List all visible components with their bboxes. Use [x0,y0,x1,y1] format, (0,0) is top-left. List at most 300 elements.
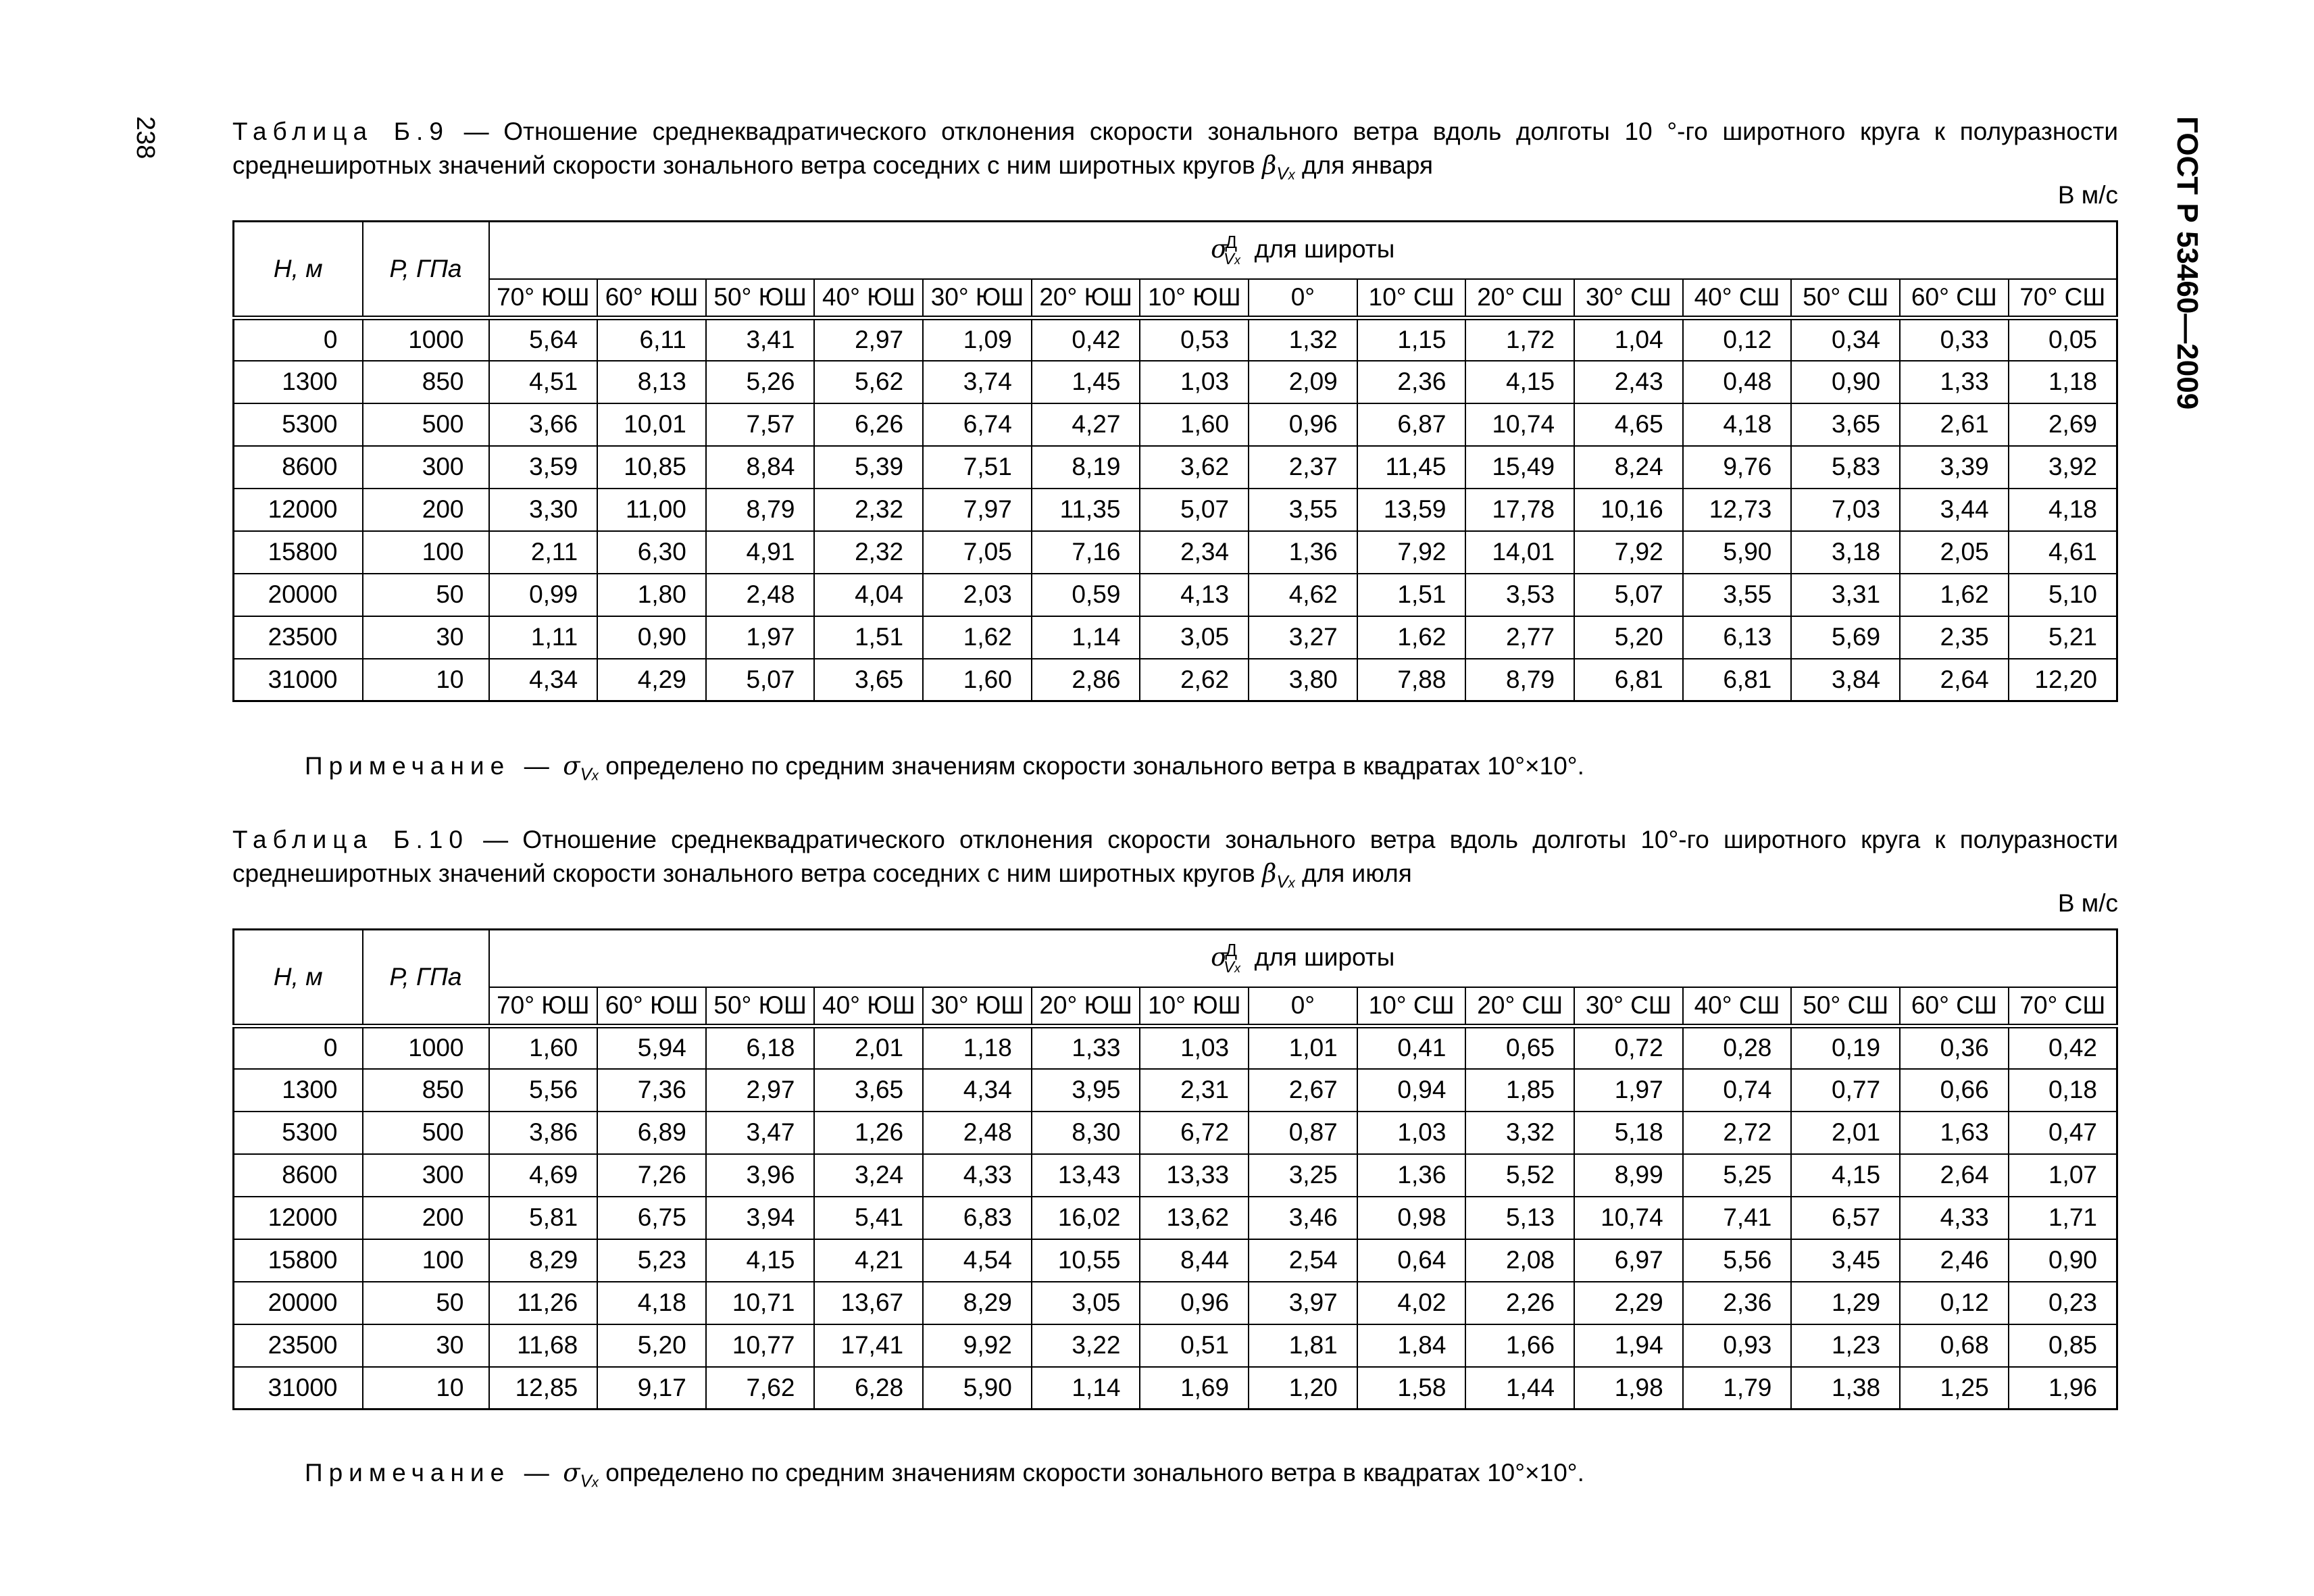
value-cell: 6,72 [1140,1112,1249,1154]
value-cell: 3,22 [1032,1324,1140,1367]
group-label: для широты [1254,234,1395,263]
latitude-header: 60° ЮШ [597,279,706,318]
value-cell: 5,18 [1574,1112,1683,1154]
table-label: Таблица Б.10 [232,826,469,853]
value-cell: 5,26 [706,361,815,403]
value-cell: 1,07 [2009,1154,2117,1197]
height-cell: 12000 [234,1197,363,1239]
note-label: Примечание [305,1459,511,1487]
value-cell: 2,26 [1465,1282,1574,1324]
value-cell: 12,85 [489,1367,598,1410]
value-cell: 5,13 [1465,1197,1574,1239]
value-cell: 5,07 [1574,574,1683,616]
value-cell: 9,76 [1683,446,1792,489]
data-table [232,928,2118,1410]
value-cell: 10,01 [597,403,706,446]
table-caption [232,823,2118,900]
value-cell: 13,43 [1032,1154,1140,1197]
value-cell: 1,62 [1357,616,1466,659]
pressure-cell: 850 [363,1069,489,1112]
value-cell: 1,38 [1791,1367,1900,1410]
value-cell: 1,45 [1032,361,1140,403]
page-number: 238 [131,116,159,159]
value-cell: 3,30 [489,489,598,531]
note-subsub: x [591,768,599,784]
value-cell: 5,94 [597,1026,706,1069]
value-cell: 3,65 [814,659,923,701]
value-cell: 2,34 [1140,531,1249,574]
latitude-header: 40° СШ [1683,279,1792,318]
value-cell: 9,92 [923,1324,1032,1367]
note-label: Примечание [305,752,511,780]
value-cell: 0,28 [1683,1026,1792,1069]
value-cell: 4,69 [489,1154,598,1197]
value-cell: 3,32 [1465,1112,1574,1154]
value-cell: 4,62 [1249,574,1357,616]
value-cell: 6,75 [597,1197,706,1239]
value-cell: 3,47 [706,1112,815,1154]
value-cell: 5,69 [1791,616,1900,659]
value-cell: 2,97 [814,318,923,361]
value-cell: 1,51 [814,616,923,659]
latitude-header: 70° СШ [2009,279,2117,318]
value-cell: 1,60 [923,659,1032,701]
value-cell: 1,03 [1140,1026,1249,1069]
value-cell: 2,31 [1140,1069,1249,1112]
value-cell: 2,32 [814,489,923,531]
value-cell: 3,80 [1249,659,1357,701]
value-cell: 9,17 [597,1367,706,1410]
table-row [234,1112,2117,1154]
value-cell: 3,96 [706,1154,815,1197]
latitude-header: 40° СШ [1683,987,1792,1026]
value-cell: 0,41 [1357,1026,1466,1069]
value-cell: 1,36 [1357,1154,1466,1197]
value-cell: 8,84 [706,446,815,489]
value-cell: 2,43 [1574,361,1683,403]
value-cell: 3,74 [923,361,1032,403]
value-cell: 2,64 [1900,659,2009,701]
value-cell: 2,03 [923,574,1032,616]
value-cell: 3,62 [1140,446,1249,489]
units-label: В м/с [2057,181,2118,209]
table-row [234,1324,2117,1367]
value-cell: 10,71 [706,1282,815,1324]
value-cell: 5,21 [2009,616,2117,659]
value-cell: 7,62 [706,1367,815,1410]
value-cell: 3,45 [1791,1239,1900,1282]
sigma-subsub: x [1234,961,1241,975]
value-cell: 0,64 [1357,1239,1466,1282]
value-cell: 10,77 [706,1324,815,1367]
value-cell: 6,11 [597,318,706,361]
value-cell: 2,48 [923,1112,1032,1154]
value-cell: 13,67 [814,1282,923,1324]
latitude-header: 20° СШ [1465,279,1574,318]
value-cell: 2,97 [706,1069,815,1112]
table-row [234,318,2117,361]
value-cell: 4,15 [1791,1154,1900,1197]
value-cell: 3,25 [1249,1154,1357,1197]
value-cell: 0,72 [1574,1026,1683,1069]
value-cell: 1,03 [1357,1112,1466,1154]
value-cell: 1,29 [1791,1282,1900,1324]
value-cell: 3,39 [1900,446,2009,489]
value-cell: 0,05 [2009,318,2117,361]
table-row [234,659,2117,701]
value-cell: 1,25 [1900,1367,2009,1410]
beta-subsub: x [1288,168,1295,183]
value-cell: 7,05 [923,531,1032,574]
value-cell: 1,71 [2009,1197,2117,1239]
value-cell: 6,81 [1683,659,1792,701]
height-cell: 5300 [234,1112,363,1154]
value-cell: 4,54 [923,1239,1032,1282]
value-cell: 8,79 [1465,659,1574,701]
value-cell: 8,19 [1032,446,1140,489]
value-cell: 1,63 [1900,1112,2009,1154]
value-cell: 0,85 [2009,1324,2117,1367]
pressure-cell: 300 [363,1154,489,1197]
pressure-cell: 200 [363,1197,489,1239]
value-cell: 1,51 [1357,574,1466,616]
value-cell: 8,29 [923,1282,1032,1324]
value-cell: 2,48 [706,574,815,616]
value-cell: 0,51 [1140,1324,1249,1367]
value-cell: 3,95 [1032,1069,1140,1112]
value-cell: 0,33 [1900,318,2009,361]
value-cell: 0,34 [1791,318,1900,361]
value-cell: 3,31 [1791,574,1900,616]
value-cell: 8,24 [1574,446,1683,489]
value-cell: 5,52 [1465,1154,1574,1197]
value-cell: 1,44 [1465,1367,1574,1410]
value-cell: 1,09 [923,318,1032,361]
value-cell: 1,62 [1900,574,2009,616]
latitude-header: 10° ЮШ [1140,279,1249,318]
value-cell: 6,28 [814,1367,923,1410]
value-cell: 2,08 [1465,1239,1574,1282]
value-cell: 11,00 [597,489,706,531]
value-cell: 6,30 [597,531,706,574]
value-cell: 4,33 [1900,1197,2009,1239]
value-cell: 4,18 [1683,403,1792,446]
value-cell: 1,81 [1249,1324,1357,1367]
value-cell: 5,56 [1683,1239,1792,1282]
value-cell: 3,44 [1900,489,2009,531]
value-cell: 0,94 [1357,1069,1466,1112]
value-cell: 7,92 [1574,531,1683,574]
value-cell: 1,15 [1357,318,1466,361]
value-cell: 1,23 [1791,1324,1900,1367]
value-cell: 4,13 [1140,574,1249,616]
value-cell: 2,11 [489,531,598,574]
table-row [234,1026,2117,1069]
sigma-sub: V [1224,249,1235,268]
beta-symbol: β [1262,151,1277,180]
height-cell: 8600 [234,1154,363,1197]
value-cell: 5,90 [1683,531,1792,574]
value-cell: 0,42 [2009,1026,2117,1069]
value-cell: 4,18 [597,1282,706,1324]
value-cell: 1,80 [597,574,706,616]
table-row [234,1239,2117,1282]
col-header-height: Н, м [234,222,363,318]
value-cell: 1,26 [814,1112,923,1154]
value-cell: 1,04 [1574,318,1683,361]
value-cell: 4,15 [1465,361,1574,403]
latitude-header: 40° ЮШ [814,987,923,1026]
value-cell: 3,59 [489,446,598,489]
value-cell: 2,05 [1900,531,2009,574]
value-cell: 16,02 [1032,1197,1140,1239]
latitude-header: 70° СШ [2009,987,2117,1026]
note-sigma: σ [563,1458,580,1487]
value-cell: 0,93 [1683,1324,1792,1367]
table-row [234,1154,2117,1197]
value-cell: 4,65 [1574,403,1683,446]
value-cell: 0,12 [1900,1282,2009,1324]
height-cell: 15800 [234,531,363,574]
value-cell: 5,41 [814,1197,923,1239]
height-cell: 20000 [234,574,363,616]
value-cell: 4,04 [814,574,923,616]
pressure-cell: 500 [363,1112,489,1154]
pressure-cell: 30 [363,1324,489,1367]
latitude-header: 10° ЮШ [1140,987,1249,1026]
value-cell: 6,89 [597,1112,706,1154]
value-cell: 1,98 [1574,1367,1683,1410]
value-cell: 2,46 [1900,1239,2009,1282]
value-cell: 12,20 [2009,659,2117,701]
latitude-header: 60° СШ [1900,987,2009,1026]
height-cell: 0 [234,318,363,361]
value-cell: 3,97 [1249,1282,1357,1324]
table-title-line2: среднеширотных значений скорости зонального ветра соседних с ним широтных кругов [232,151,1255,179]
latitude-header: 20° ЮШ [1032,279,1140,318]
value-cell: 6,18 [706,1026,815,1069]
value-cell: 2,36 [1683,1282,1792,1324]
value-cell: 6,57 [1791,1197,1900,1239]
note-sigma: σ [563,751,580,780]
latitude-header: 50° ЮШ [706,987,815,1026]
value-cell: 11,45 [1357,446,1466,489]
value-cell: 4,18 [2009,489,2117,531]
value-cell: 17,78 [1465,489,1574,531]
value-cell: 8,44 [1140,1239,1249,1282]
group-label: для широты [1254,943,1395,971]
value-cell: 1,62 [923,616,1032,659]
value-cell: 7,97 [923,489,1032,531]
value-cell: 1,94 [1574,1324,1683,1367]
value-cell: 6,83 [923,1197,1032,1239]
beta-sub: V [1276,163,1288,184]
value-cell: 0,66 [1900,1069,2009,1112]
value-cell: 5,56 [489,1069,598,1112]
value-cell: 5,10 [2009,574,2117,616]
table-row [234,1367,2117,1410]
latitude-header: 40° ЮШ [814,279,923,318]
table-row [234,361,2117,403]
value-cell: 8,13 [597,361,706,403]
value-cell: 0,18 [2009,1069,2117,1112]
table-title-tail: для января [1302,151,1434,179]
latitude-header: 30° СШ [1574,279,1683,318]
value-cell: 17,41 [814,1324,923,1367]
value-cell: 3,66 [489,403,598,446]
value-cell: 0,48 [1683,361,1792,403]
table-row [234,531,2117,574]
value-cell: 2,37 [1249,446,1357,489]
value-cell: 1,60 [1140,403,1249,446]
height-cell: 23500 [234,1324,363,1367]
pressure-cell: 50 [363,574,489,616]
value-cell: 2,36 [1357,361,1466,403]
value-cell: 2,64 [1900,1154,2009,1197]
value-cell: 10,74 [1465,403,1574,446]
sigma-sup: Д [1225,231,1238,252]
pressure-cell: 1000 [363,318,489,361]
col-header-pressure: Р, ГПа [363,930,489,1026]
table-row [234,403,2117,446]
value-cell: 3,65 [814,1069,923,1112]
value-cell: 2,09 [1249,361,1357,403]
pressure-cell: 30 [363,616,489,659]
latitude-header: 50° СШ [1791,987,1900,1026]
latitude-header: 50° СШ [1791,279,1900,318]
value-cell: 7,41 [1683,1197,1792,1239]
value-cell: 7,57 [706,403,815,446]
latitude-group-header [489,222,2117,279]
value-cell: 2,67 [1249,1069,1357,1112]
value-cell: 1,66 [1465,1324,1574,1367]
running-head: ГОСТ Р 53460—2009 [2171,116,2204,410]
value-cell: 2,72 [1683,1112,1792,1154]
value-cell: 6,13 [1683,616,1792,659]
value-cell: 11,26 [489,1282,598,1324]
height-cell: 1300 [234,1069,363,1112]
value-cell: 10,85 [597,446,706,489]
latitude-header: 70° ЮШ [489,987,598,1026]
latitude-header: 60° ЮШ [597,987,706,1026]
table-title-line1: — Отношение среднеквадратического отклонения скорости зонального ветра вдоль долготы 10 °-го широтного круга к полуразности [463,118,2119,145]
value-cell: 4,27 [1032,403,1140,446]
value-cell: 4,91 [706,531,815,574]
latitude-header: 30° СШ [1574,987,1683,1026]
value-cell: 5,64 [489,318,598,361]
col-header-height: Н, м [234,930,363,1026]
pressure-cell: 50 [363,1282,489,1324]
value-cell: 2,77 [1465,616,1574,659]
note-dash: — [524,752,549,780]
value-cell: 3,86 [489,1112,598,1154]
pressure-cell: 500 [363,403,489,446]
value-cell: 4,15 [706,1239,815,1282]
value-cell: 4,21 [814,1239,923,1282]
pressure-cell: 10 [363,659,489,701]
value-cell: 0,65 [1465,1026,1574,1069]
height-cell: 1300 [234,361,363,403]
value-cell: 1,32 [1249,318,1357,361]
latitude-header: 10° СШ [1357,279,1466,318]
value-cell: 2,86 [1032,659,1140,701]
table-row [234,1069,2117,1112]
value-cell: 8,79 [706,489,815,531]
note-sub: V [580,764,592,784]
value-cell: 6,26 [814,403,923,446]
sigma-symbol: σ [1211,234,1228,264]
value-cell: 1,79 [1683,1367,1792,1410]
height-cell: 15800 [234,1239,363,1282]
latitude-group-header [489,930,2117,987]
value-cell: 1,72 [1465,318,1574,361]
beta-subsub: x [1288,876,1295,891]
value-cell: 1,11 [489,616,598,659]
value-cell: 1,97 [706,616,815,659]
latitude-header: 10° СШ [1357,987,1466,1026]
height-cell: 8600 [234,446,363,489]
table-title-line1: — Отношение среднеквадратического отклонения скорости зонального ветра вдоль долготы 10°-го широтного круга к полуразности [483,826,2118,853]
pressure-cell: 10 [363,1367,489,1410]
value-cell: 0,74 [1683,1069,1792,1112]
value-cell: 11,68 [489,1324,598,1367]
value-cell: 1,33 [1900,361,2009,403]
value-cell: 3,41 [706,318,815,361]
value-cell: 0,42 [1032,318,1140,361]
pressure-cell: 100 [363,1239,489,1282]
value-cell: 6,74 [923,403,1032,446]
value-cell: 8,99 [1574,1154,1683,1197]
value-cell: 1,69 [1140,1367,1249,1410]
table-title-line2: среднеширотных значений скорости зонального ветра соседних с ним широтных кругов [232,859,1255,887]
table-note [305,751,1584,784]
value-cell: 5,83 [1791,446,1900,489]
value-cell: 4,33 [923,1154,1032,1197]
value-cell: 1,84 [1357,1324,1466,1367]
height-cell: 31000 [234,1367,363,1410]
value-cell: 3,55 [1683,574,1792,616]
value-cell: 7,51 [923,446,1032,489]
value-cell: 0,98 [1357,1197,1466,1239]
pressure-cell: 100 [363,531,489,574]
value-cell: 3,84 [1791,659,1900,701]
value-cell: 5,90 [923,1367,1032,1410]
sigma-sub: V [1224,957,1235,976]
sigma-symbol: σ [1211,942,1228,972]
value-cell: 2,69 [2009,403,2117,446]
value-cell: 6,97 [1574,1239,1683,1282]
value-cell: 5,25 [1683,1154,1792,1197]
value-cell: 1,18 [923,1026,1032,1069]
value-cell: 10,16 [1574,489,1683,531]
value-cell: 0,12 [1683,318,1792,361]
value-cell: 5,07 [706,659,815,701]
value-cell: 5,07 [1140,489,1249,531]
value-cell: 0,96 [1140,1282,1249,1324]
note-sub: V [580,1470,592,1491]
value-cell: 0,59 [1032,574,1140,616]
latitude-header: 50° ЮШ [706,279,815,318]
value-cell: 4,29 [597,659,706,701]
value-cell: 5,23 [597,1239,706,1282]
height-cell: 5300 [234,403,363,446]
pressure-cell: 1000 [363,1026,489,1069]
value-cell: 6,81 [1574,659,1683,701]
value-cell: 7,88 [1357,659,1466,701]
latitude-header: 70° ЮШ [489,279,598,318]
value-cell: 3,53 [1465,574,1574,616]
value-cell: 13,62 [1140,1197,1249,1239]
